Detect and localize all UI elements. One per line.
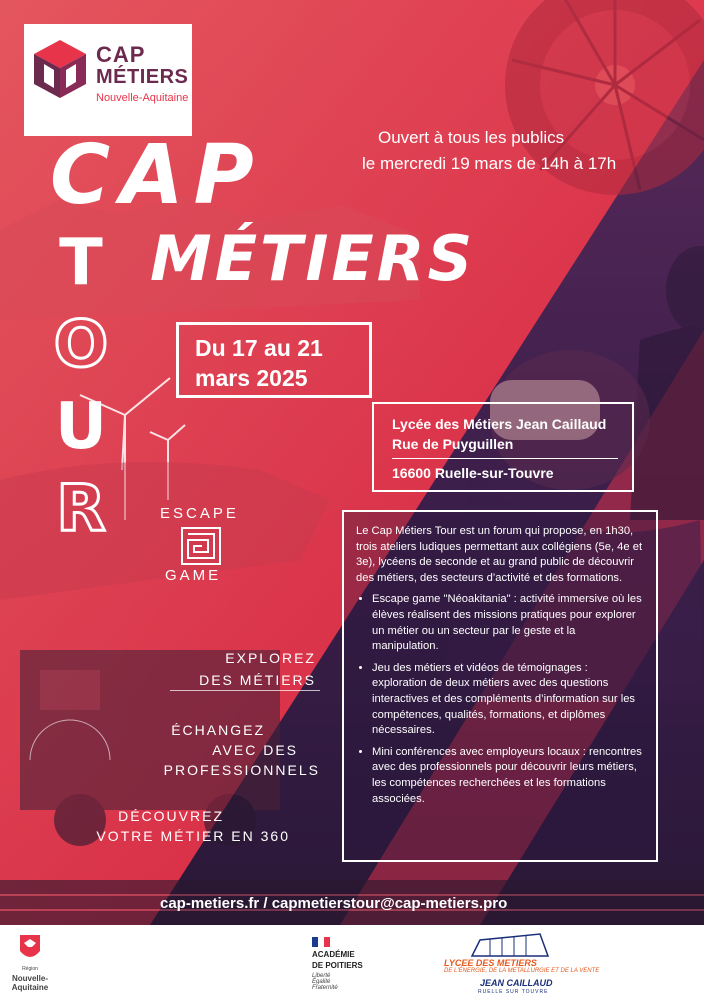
info-bullet-escape: • Escape game "Néoakitania" : activité immersive où les élèves réalisent des missions pratiques pour explorer un métier ou un secteur par le geste et la manipulation. bbox=[372, 592, 644, 654]
lycee-line-4: RUELLE SUR TOUVRE bbox=[478, 989, 549, 995]
cap-metiers-cube-icon bbox=[32, 38, 88, 100]
info-bullet-jeu: • Jeu des métiers et vidéos de témoignages : exploration de deux métiers avec des questions interactives et des compléments d’information sur les compétences, qualités, formations, et diplômes nécessaires. bbox=[372, 661, 644, 739]
tour-letter-o: O bbox=[53, 308, 109, 382]
maze-icon bbox=[180, 526, 222, 566]
lycee-building-icon bbox=[470, 930, 550, 958]
title-tour-vertical bbox=[46, 222, 116, 550]
lycee-line-3: JEAN CAILLAUD bbox=[480, 978, 553, 988]
region-logo-text bbox=[2, 965, 58, 992]
activity-discover-line-1: DÉCOUVREZ bbox=[118, 808, 224, 824]
motto-liberte: Liberté bbox=[312, 973, 331, 979]
tour-letter-u: U bbox=[55, 390, 107, 464]
cap-metiers-logo[interactable] bbox=[24, 24, 192, 136]
motto-egalite: Égalité bbox=[312, 979, 331, 985]
opening-line-2: le mercredi 19 mars de 14h à 17h bbox=[362, 154, 617, 173]
info-bullet-list bbox=[356, 592, 644, 807]
escape-label: ESCAPE bbox=[160, 505, 239, 522]
activity-explore-line-2: DES MÉTIERS bbox=[199, 672, 316, 688]
tour-letter-t: T bbox=[59, 226, 103, 300]
venue-name: Lycée des Métiers Jean Caillaud bbox=[392, 416, 607, 432]
venue-street: Rue de Puyguillen bbox=[392, 436, 514, 452]
opening-line-1: Ouvert à tous les publics bbox=[378, 128, 565, 147]
game-label: GAME bbox=[165, 567, 222, 584]
venue-box bbox=[372, 402, 634, 492]
lycee-line-2: DE L'ÉNERGIE, DE LA METALLURGIE ET DE LA VENTE bbox=[444, 968, 600, 974]
contact-links[interactable]: cap-metiers.fr / capmetierstour@cap-metiers.pro bbox=[160, 895, 508, 912]
activity-exchange-line-2: AVEC DES bbox=[212, 742, 298, 758]
academie-motto bbox=[312, 973, 352, 991]
info-bullet-conferences: • Mini conférences avec employeurs locaux : rencontres avec des professionnels pour découvrir leurs métiers, les compétences recherchées et les formations associées. bbox=[372, 745, 644, 807]
region-logo-line-3: Aquitaine bbox=[11, 983, 49, 992]
region-logo-line-2: Nouvelle- bbox=[11, 974, 48, 983]
title-cap: CAP bbox=[50, 128, 264, 223]
lycee-line-1: LYCEE DES METIERS bbox=[444, 958, 537, 968]
french-flag-icon bbox=[312, 937, 330, 947]
logo-region-text: Nouvelle-Aquitaine bbox=[96, 92, 189, 104]
activity-exchange-line-3: PROFESSIONNELS bbox=[163, 762, 320, 778]
dates-box bbox=[176, 322, 372, 398]
venue-city: 16600 Ruelle-sur-Touvre bbox=[392, 465, 554, 481]
tour-letter-r: R bbox=[56, 472, 106, 546]
logo-cap-text: CAP bbox=[96, 42, 146, 67]
dates-line-1: Du 17 au 21 bbox=[195, 335, 323, 361]
dates-line-2: mars 2025 bbox=[195, 365, 308, 391]
activity-exchange-line-1: ÉCHANGEZ bbox=[171, 722, 265, 738]
info-box bbox=[342, 510, 658, 862]
info-intro: Le Cap Métiers Tour est un forum qui propose, en 1h30, trois ateliers ludiques permettant aux collégiens (5e, 4e et 3e), lycéens de seconde et au grand public de découvrir des métiers, des secteurs d’activité et des formations. bbox=[356, 525, 643, 584]
explore-underline bbox=[170, 690, 320, 691]
academie-line-2: DE POITIERS bbox=[312, 961, 363, 970]
region-nouvelle-aquitaine-logo-icon bbox=[18, 933, 42, 963]
activity-discover-line-2: VOTRE MÉTIER EN 360 bbox=[96, 828, 290, 844]
region-logo-line-1: Région bbox=[22, 966, 38, 972]
activity-explore-line-1: EXPLOREZ bbox=[225, 650, 316, 666]
info-content bbox=[356, 524, 644, 813]
academie-line-1: ACADÉMIE bbox=[312, 950, 355, 959]
title-metiers: MÉTIERS bbox=[150, 222, 476, 295]
venue-divider bbox=[392, 458, 618, 459]
motto-fraternite: Fraternité bbox=[312, 985, 338, 991]
logo-metiers-text: MÉTIERS bbox=[96, 66, 189, 88]
